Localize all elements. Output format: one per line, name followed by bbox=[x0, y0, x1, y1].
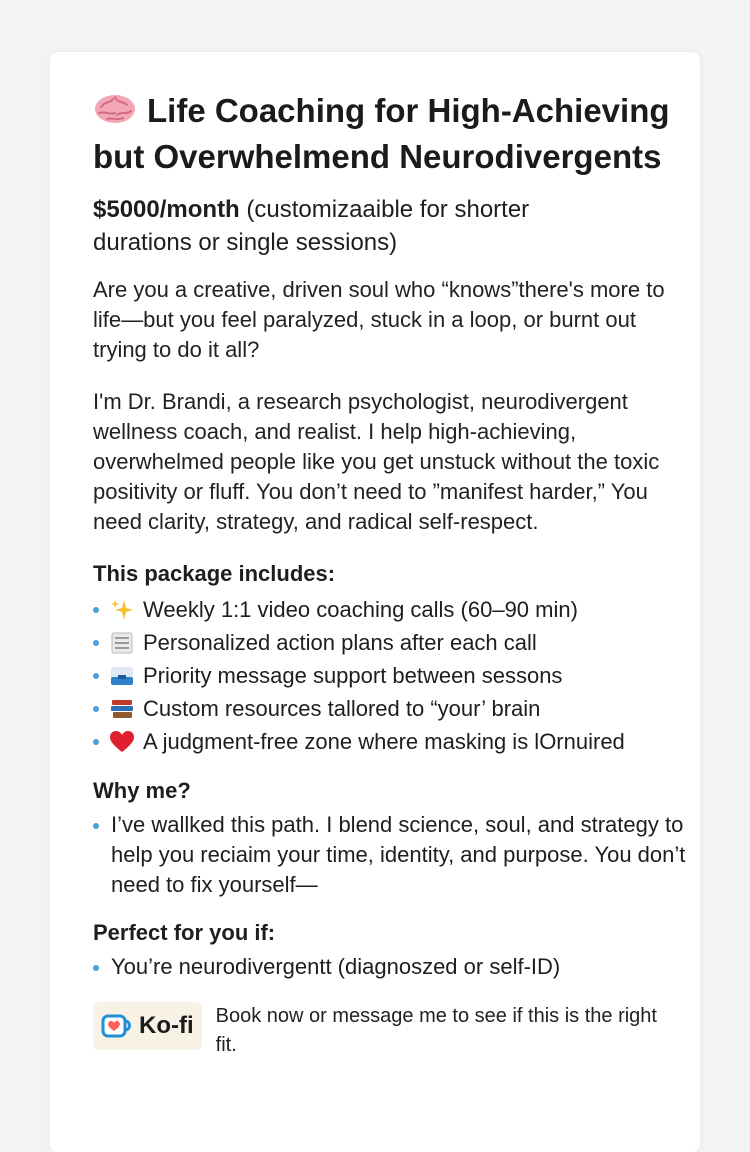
list-item bbox=[93, 626, 688, 659]
document-stack-icon bbox=[109, 630, 135, 656]
kofi-button[interactable] bbox=[93, 1002, 202, 1050]
why-me-list bbox=[93, 810, 688, 900]
bullet-dot bbox=[93, 640, 99, 646]
bullet-dot bbox=[93, 823, 99, 829]
sparkles-icon bbox=[109, 597, 135, 623]
page-title-text: Life Coaching for High-Achieving but Overwhelmend Neurodivergents bbox=[93, 92, 670, 175]
list-item-label: Personalized action plans after each call bbox=[143, 630, 537, 655]
pricing-line bbox=[93, 193, 563, 259]
cta-text: Book now or message me to see if this is the right fit. bbox=[215, 1005, 657, 1056]
books-icon bbox=[109, 696, 135, 722]
list-item-label: Weekly 1:1 video coaching calls (60–90 min) bbox=[143, 597, 578, 622]
list-item bbox=[93, 593, 688, 626]
list-item bbox=[93, 659, 688, 692]
footer bbox=[93, 1002, 688, 1060]
list-item-label: A judgment-free zone where masking is lOrnuired bbox=[143, 729, 625, 754]
kofi-label: Ko-fi bbox=[139, 1012, 194, 1039]
fit-list bbox=[93, 952, 688, 982]
bullet-dot bbox=[93, 965, 99, 971]
kofi-cup-icon bbox=[101, 1013, 133, 1039]
bullet-dot bbox=[93, 607, 99, 613]
heart-icon bbox=[109, 729, 135, 755]
package-heading: This package includes: bbox=[93, 561, 336, 586]
list-item-label: Custom resources tallored to “your’ brain bbox=[143, 696, 541, 721]
service-listing bbox=[93, 88, 688, 1060]
bullet-dot bbox=[93, 706, 99, 712]
brain-icon bbox=[93, 93, 137, 125]
list-item bbox=[93, 810, 688, 900]
price-note: (customizaaible for shorter durations or single sessions) bbox=[93, 196, 530, 256]
message-box-icon bbox=[109, 663, 135, 689]
why-me-heading: Why me? bbox=[93, 778, 191, 803]
list-item-label: I’ve wallked this path. I blend science, soul, and strategy to help you reciaim your time, identity, and purpose. You don’t need to fix yourself— bbox=[111, 812, 686, 897]
bullet-dot bbox=[93, 739, 99, 745]
intro-paragraph: Are you a creative, driven soul who “knows”there's more to life—but you feel paralyzed, stuck in a loop, or burnt out trying to do it all? bbox=[93, 277, 665, 362]
list-item-label: Priority message support between sessons bbox=[143, 663, 563, 688]
bullet-dot bbox=[93, 673, 99, 679]
list-item bbox=[93, 692, 688, 725]
bio-paragraph: I'm Dr. Brandi, a research psychologist, neurodivergent wellness coach, and realist. I help high-achieving, overwhelmed people like you get unstuck without the toxic positivity or fluff. You don’t need to ”manifest harder,” You need clarity, strategy, and radical self-respect. bbox=[93, 389, 660, 534]
list-item bbox=[93, 725, 688, 758]
list-item-label: You’re neurodivergentt (diagnoszed or self-ID) bbox=[111, 954, 561, 979]
package-list bbox=[93, 593, 688, 758]
list-item bbox=[93, 952, 688, 982]
price: $5000/month bbox=[93, 196, 240, 223]
page-title bbox=[93, 88, 688, 180]
fit-heading: Perfect for you if: bbox=[93, 920, 276, 945]
